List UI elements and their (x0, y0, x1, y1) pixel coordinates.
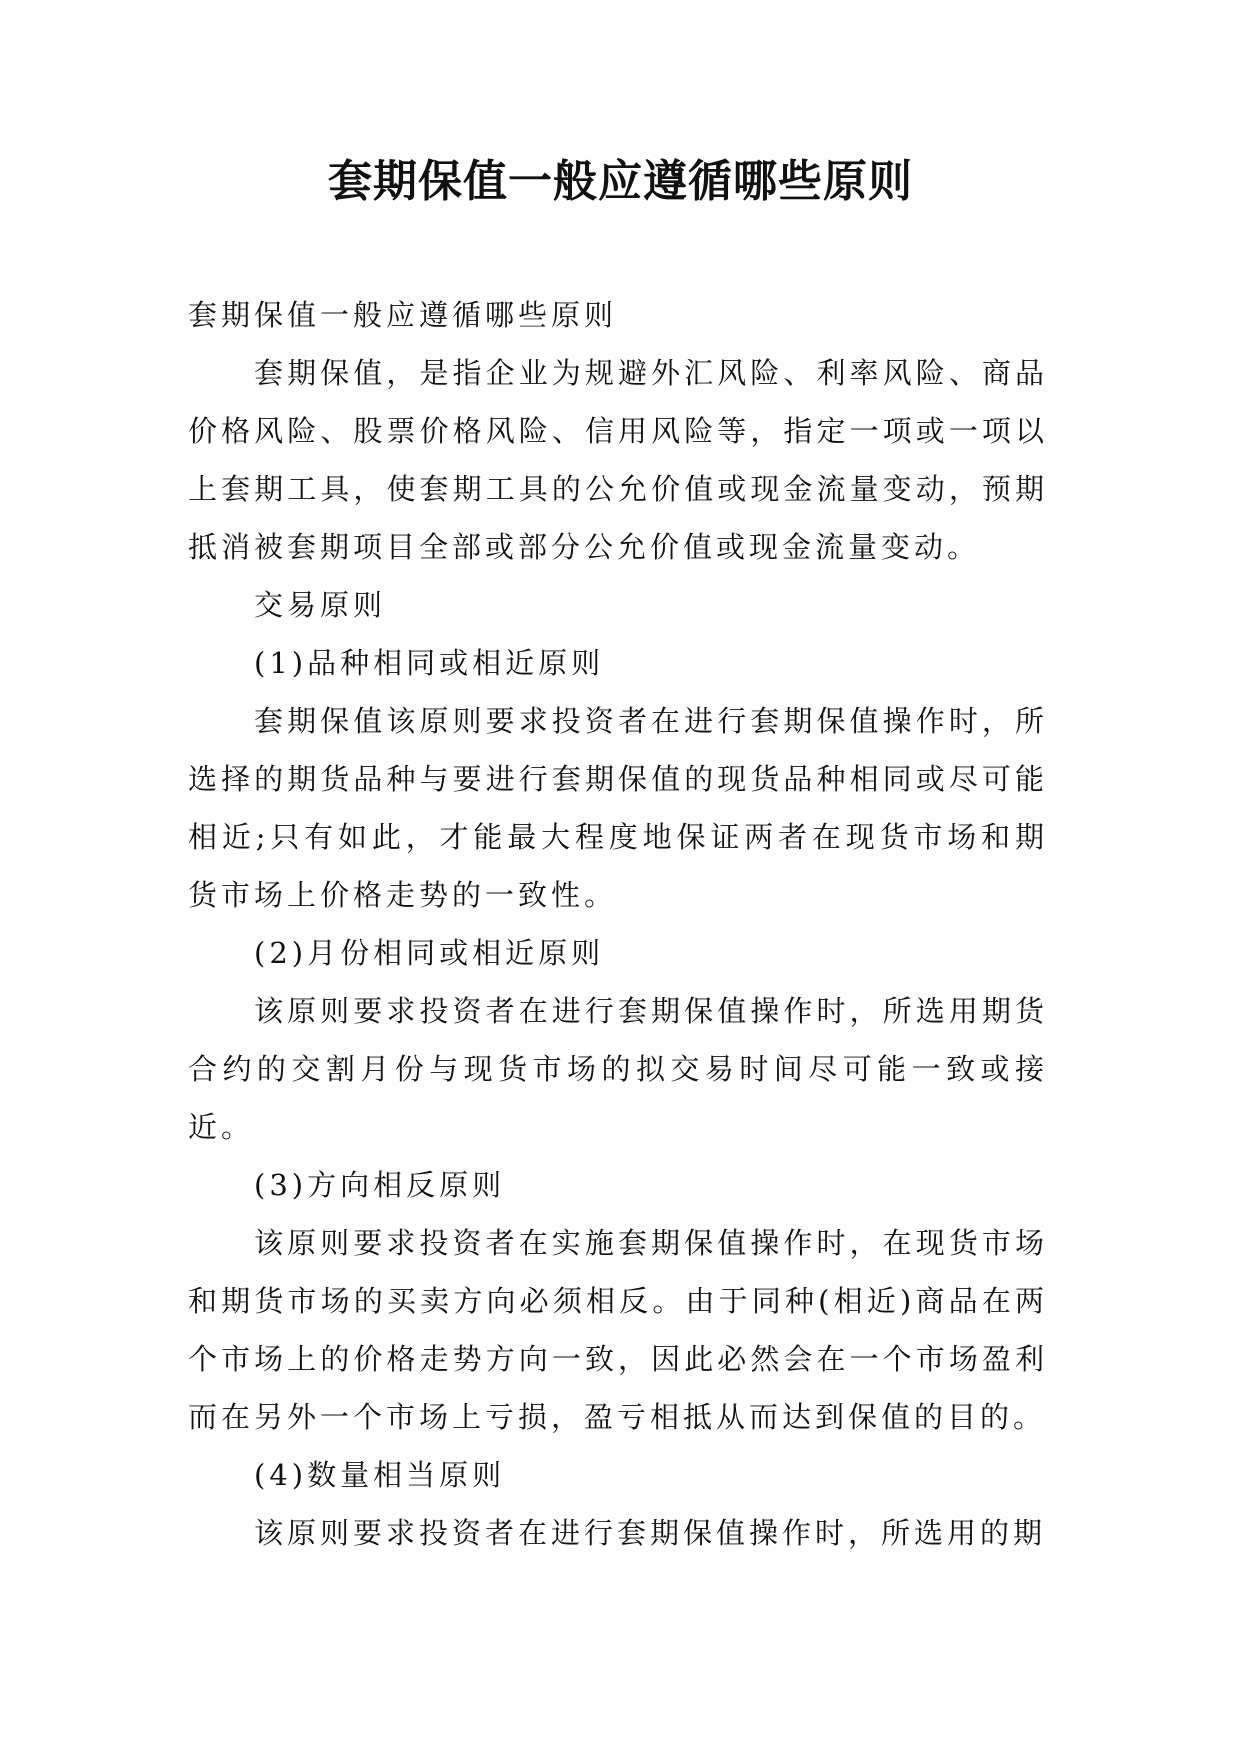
principle-text-1: 套期保值该原则要求投资者在进行套期保值操作时，所选择的期货品种与要进行套期保值的现货品种相同或尽可能相近;只有如此，才能最大程度地保证两者在现货市场和期货市场上价格走势的一致性。 (188, 704, 1048, 912)
paragraph-definition: 套期保值，是指企业为规避外汇风险、利率风险、商品价格风险、股票价格风险、信用风险等，指定一项或一项以上套期工具，使套期工具的公允价值或现金流量变动，预期抵消被套期项目全部或部分公允价值或现金流量变动。 (188, 356, 1048, 564)
principle-text-4: 该原则要求投资者在进行套期保值操作时，所选用的期 (254, 1516, 1047, 1550)
section-heading-trading-principles: 交易原则 (254, 588, 387, 622)
document-title: 套期保值一般应遵循哪些原则 (328, 156, 913, 207)
principle-heading-2: (2)月份相同或相近原则 (254, 936, 605, 970)
principle-heading-4: (4)数量相当原则 (254, 1458, 506, 1492)
principle-heading-1: (1)品种相同或相近原则 (254, 646, 605, 680)
body-heading: 套期保值一般应遵循哪些原则 (188, 298, 618, 332)
principle-text-2: 该原则要求投资者在进行套期保值操作时，所选用期货合约的交割月份与现货市场的拟交易时间尽可能一致或接近。 (188, 994, 1048, 1144)
principle-text-3: 该原则要求投资者在实施套期保值操作时，在现货市场和期货市场的买卖方向必须相反。由于同种(相近)商品在两个市场上的价格走势方向一致，因此必然会在一个市场盈利而在另外一个市场上亏损，盈亏相抵从而达到保值的目的。 (188, 1226, 1048, 1434)
document-body (188, 286, 1048, 1562)
principle-heading-3: (3)方向相反原则 (254, 1168, 506, 1202)
